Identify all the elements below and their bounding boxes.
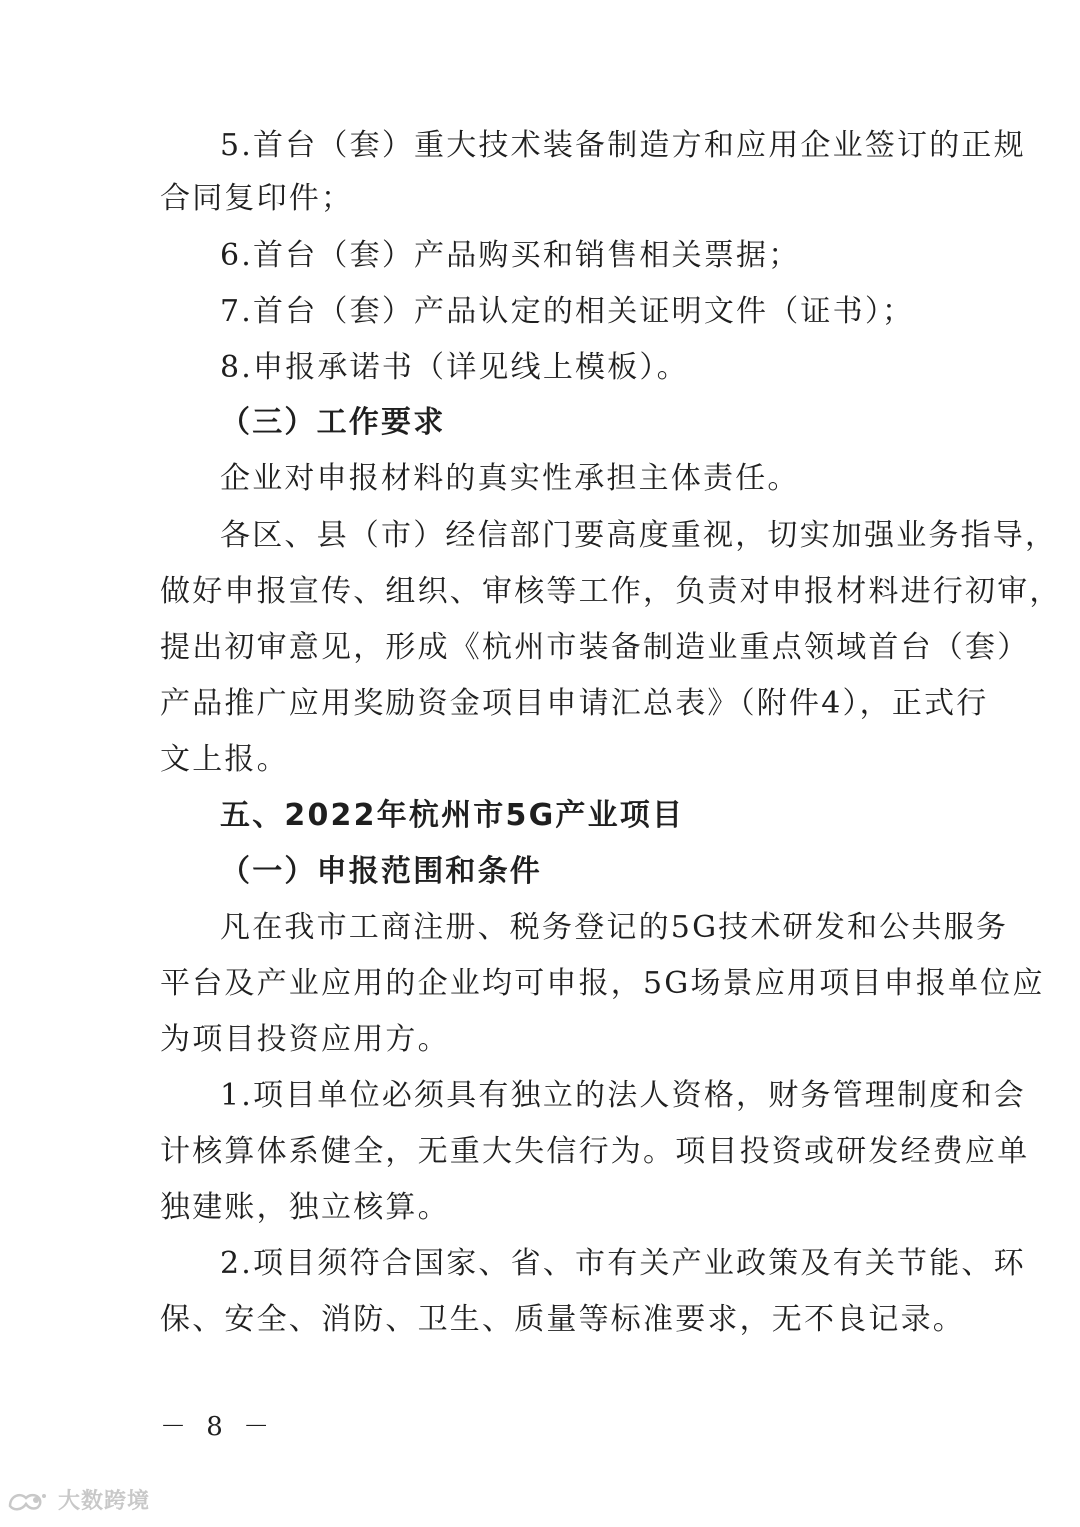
- page-number: － 8 －: [160, 1412, 276, 1442]
- paragraph-line: 做好申报宣传、组织、审核等工作，负责对申报材料进行初审，: [160, 574, 1062, 609]
- paragraph-line: 企业对申报材料的真实性承担主体责任。: [220, 461, 800, 496]
- paragraph-line: 7.首台（套）产品认定的相关证明文件（证书）；: [220, 294, 915, 329]
- section-heading: （三）工作要求: [220, 405, 446, 440]
- paragraph-line: 合同复印件；: [160, 181, 354, 216]
- paragraph-line: 平台及产业应用的企业均可申报，5G场景应用项目申报单位应: [160, 966, 1045, 1001]
- watermark: [6, 1484, 150, 1515]
- paragraph-line: 5.首台（套）重大技术装备制造方和应用企业签订的正规: [220, 128, 1026, 163]
- paragraph-line: 6.首台（套）产品购买和销售相关票据；: [220, 238, 801, 273]
- paragraph-line: 提出初审意见，形成《杭州市装备制造业重点领域首台（套）: [160, 630, 1030, 665]
- paragraph-line: 8.申报承诺书（详见线上模板）。: [220, 350, 689, 385]
- paragraph-line: 产品推广应用奖励资金项目申请汇总表》（附件4），正式行: [160, 686, 989, 721]
- watermark-logo-icon: [6, 1486, 52, 1514]
- paragraph-line: 保、安全、消防、卫生、质量等标准要求，无不良记录。: [160, 1302, 965, 1337]
- paragraph-line: 计核算体系健全，无重大失信行为。项目投资或研发经费应单: [160, 1134, 1030, 1169]
- paragraph-line: 凡在我市工商注册、税务登记的5G技术研发和公共服务: [220, 910, 1009, 945]
- watermark-text: 大数跨境: [58, 1489, 151, 1514]
- paragraph-line: 2.项目须符合国家、省、市有关产业政策及有关节能、环: [220, 1246, 1026, 1281]
- chapter-heading: 五、2022年杭州市5G产业项目: [220, 798, 685, 833]
- section-heading: （一）申报范围和条件: [220, 854, 542, 889]
- paragraph-line: 各区、县（市）经信部门要高度重视，切实加强业务指导，: [220, 518, 1058, 553]
- paragraph-line: 独建账，独立核算。: [160, 1190, 450, 1225]
- paragraph-line: 文上报。: [160, 742, 289, 777]
- paragraph-line: 1.项目单位必须具有独立的法人资格，财务管理制度和会: [220, 1078, 1026, 1113]
- paragraph-line: 为项目投资应用方。: [160, 1022, 450, 1057]
